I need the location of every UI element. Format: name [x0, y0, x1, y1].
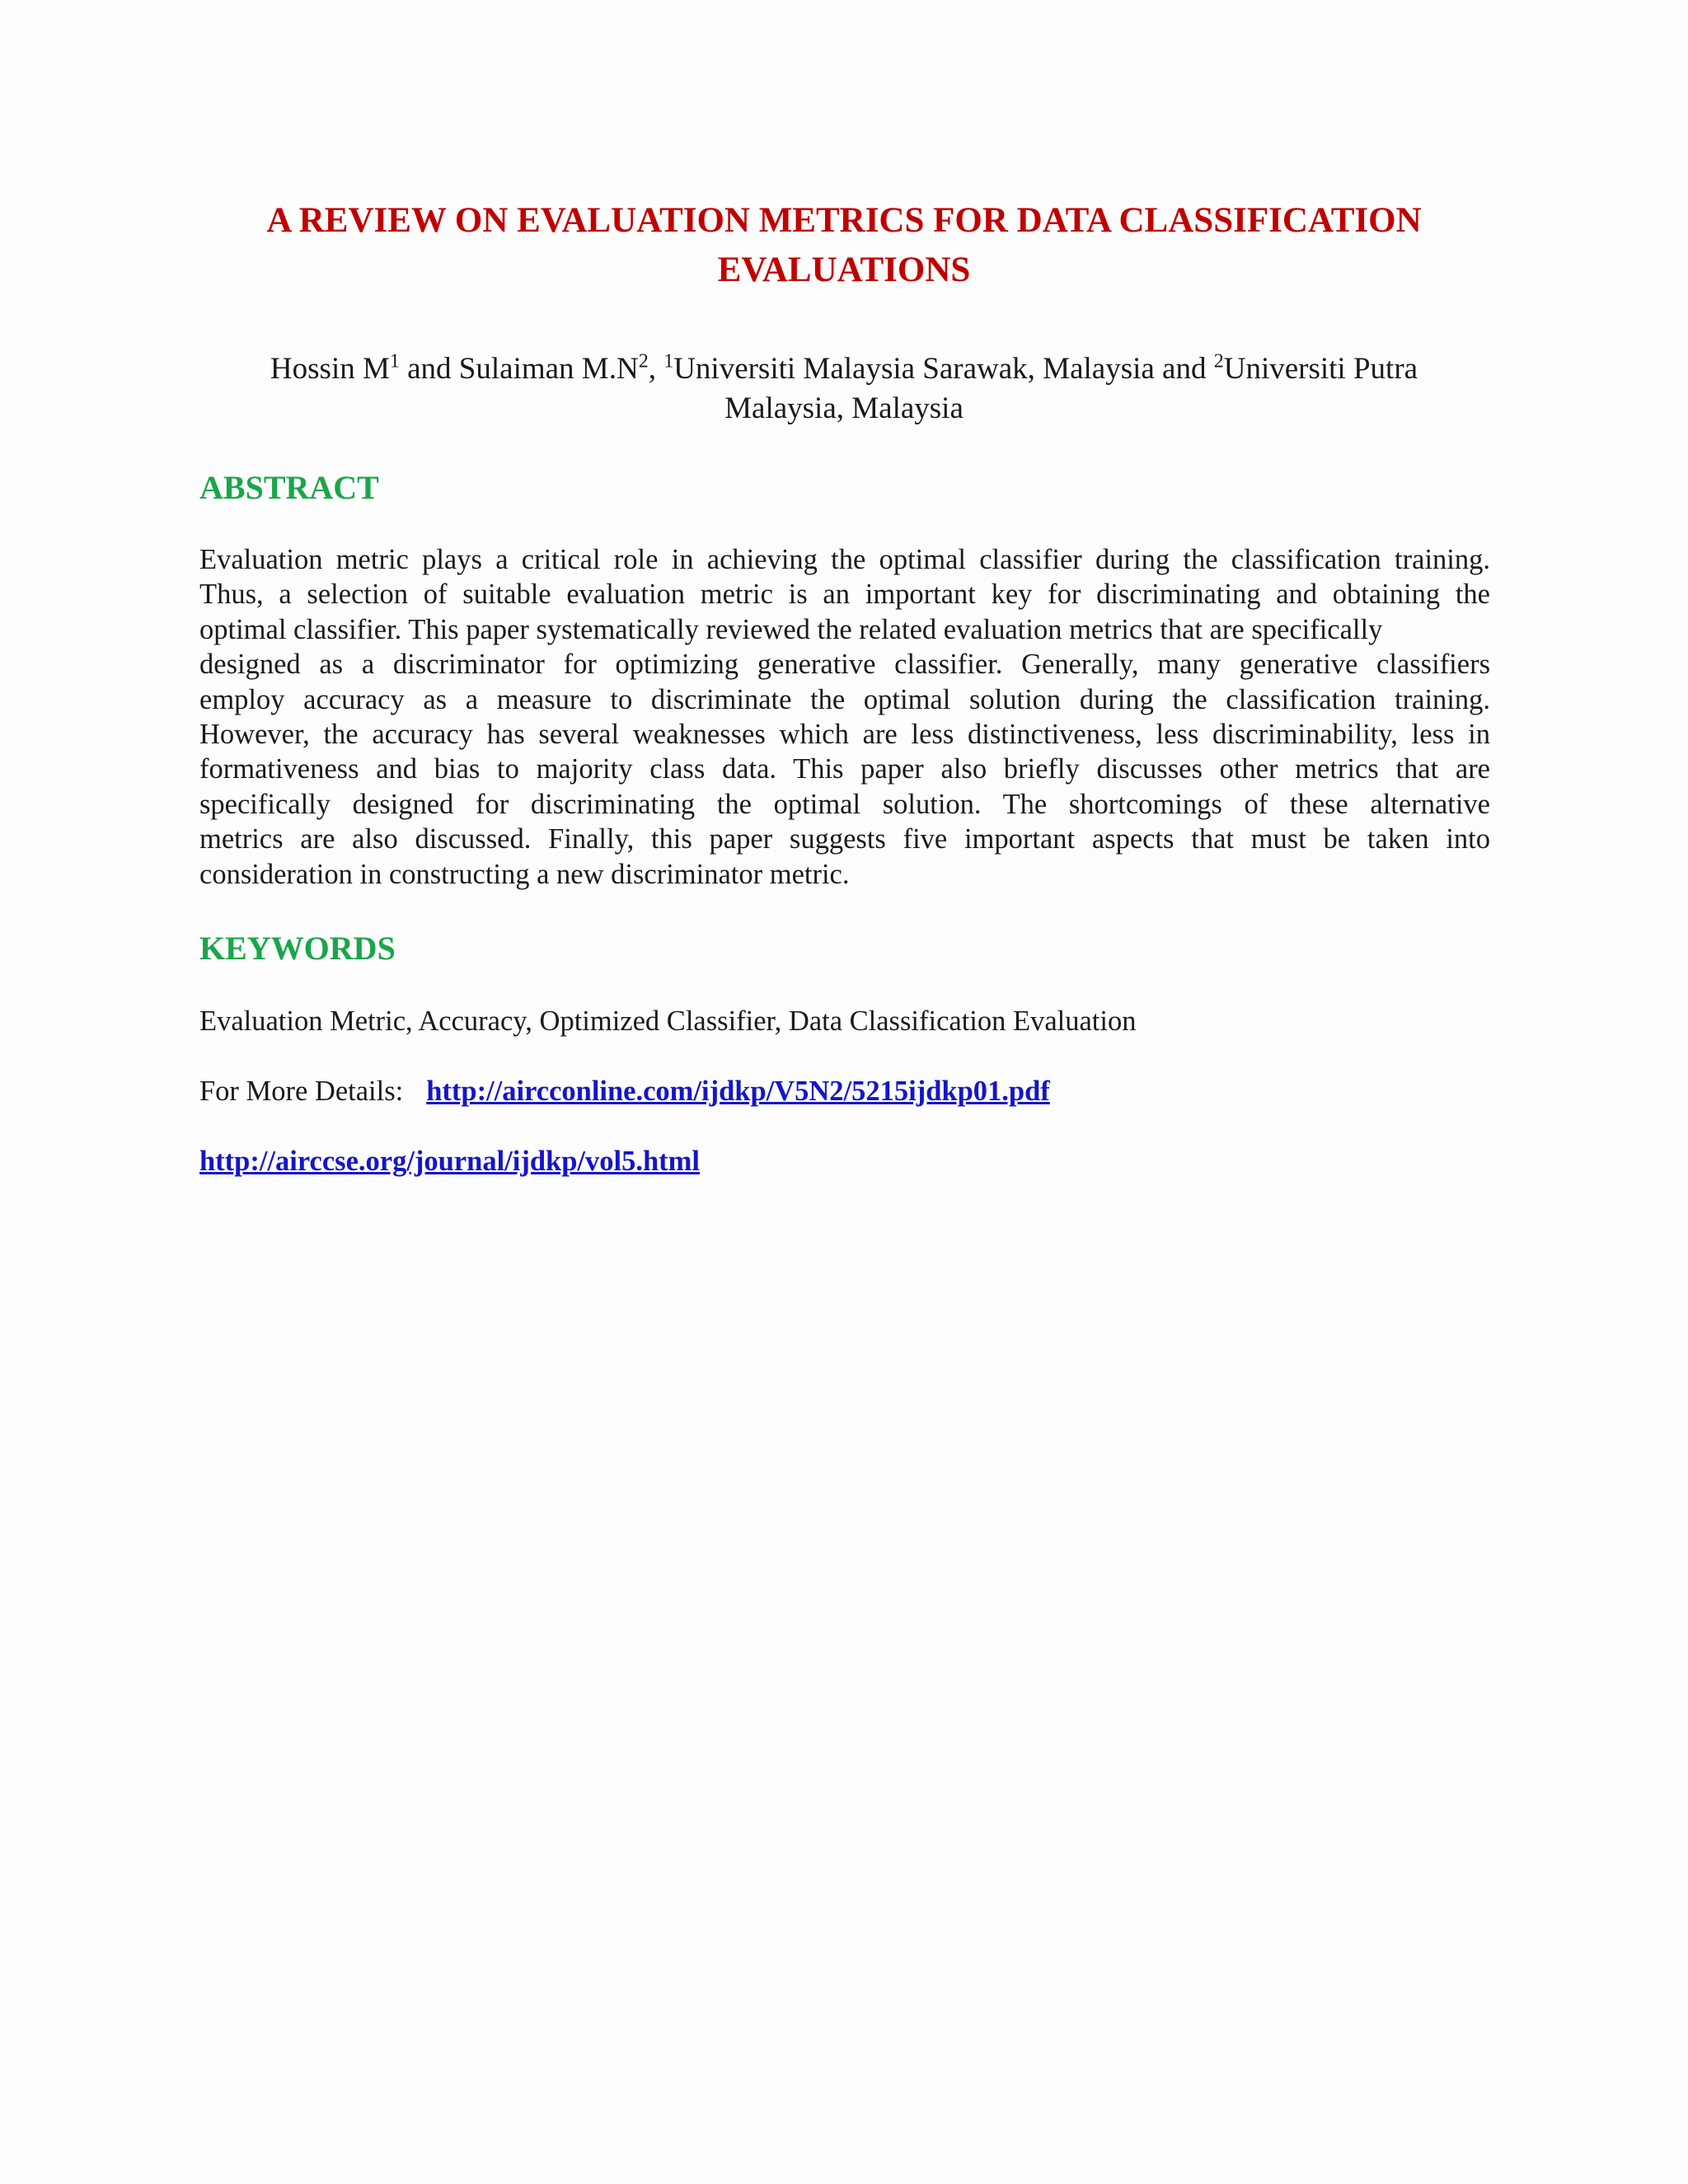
paper-title-line-2: EVALUATIONS: [717, 251, 971, 289]
authors-line-1: [181, 349, 1507, 389]
abstract-line: specifically designed for discriminating the optimal solution. The shortcomings of these alternative: [199, 788, 1490, 820]
affiliation-1: Universiti Malaysia Sarawak, Malaysia and: [673, 352, 1214, 386]
abstract-line: metrics are also discussed. Finally, this paper suggests five important aspects that must be taken into: [199, 823, 1490, 855]
affiliation-1-superscript: 1: [663, 350, 674, 373]
abstract-line: Evaluation metric plays a critical role in achieving the optimal classifier during the classification training.: [199, 544, 1490, 575]
author-1-superscript: 1: [389, 350, 400, 373]
affiliation-2-part-1: Universiti Putra: [1223, 352, 1418, 386]
author-2-superscript: 2: [638, 350, 649, 373]
authors-affiliations: [181, 349, 1507, 429]
abstract-line: However, the accuracy has several weaknesses which are less distinctiveness, less discriminability, less in: [199, 718, 1490, 750]
more-details-label: For More Details:: [199, 1076, 404, 1107]
affiliation-2-superscript: 2: [1213, 350, 1224, 373]
paper-pdf-link[interactable]: http://aircconline.com/ijdkp/V5N2/5215ijdkp01.pdf: [426, 1076, 1050, 1107]
paper-title: [165, 196, 1523, 295]
abstract-body: [199, 542, 1490, 892]
author-2: and Sulaiman M.N: [399, 352, 639, 386]
abstract-line: designed as a discriminator for optimizing generative classifier. Generally, many generative classifiers: [199, 649, 1490, 681]
abstract-line: Thus, a selection of suitable evaluation metric is an important key for discriminating and obtaining the: [199, 579, 1490, 611]
journal-volume-link-row: [199, 1144, 700, 1179]
keywords-list: Evaluation Metric, Accuracy, Optimized Classifier, Data Classification Evaluation: [199, 1005, 1137, 1037]
authors-line-2: Malaysia, Malaysia: [724, 391, 964, 425]
author-1: Hossin M: [270, 352, 390, 386]
abstract-heading: ABSTRACT: [199, 469, 379, 506]
journal-volume-link[interactable]: http://airccse.org/journal/ijdkp/vol5.html: [199, 1146, 700, 1177]
abstract-line: formativeness and bias to majority class data. This paper also briefly discusses other metrics that are: [199, 753, 1490, 785]
keywords-heading: KEYWORDS: [199, 930, 396, 967]
paper-title-line-1: A REVIEW ON EVALUATION METRICS FOR DATA CLASSIFICATION: [266, 201, 1422, 240]
abstract-line: consideration in constructing a new discriminator metric.: [199, 858, 850, 890]
more-details: [199, 1074, 1050, 1108]
abstract-line: optimal classifier. This paper systematically reviewed the related evaluation metrics that are specifically: [199, 613, 1383, 645]
abstract-line: employ accuracy as a measure to discriminate the optimal solution during the classification training.: [199, 683, 1490, 715]
authors-separator: ,: [648, 352, 664, 386]
